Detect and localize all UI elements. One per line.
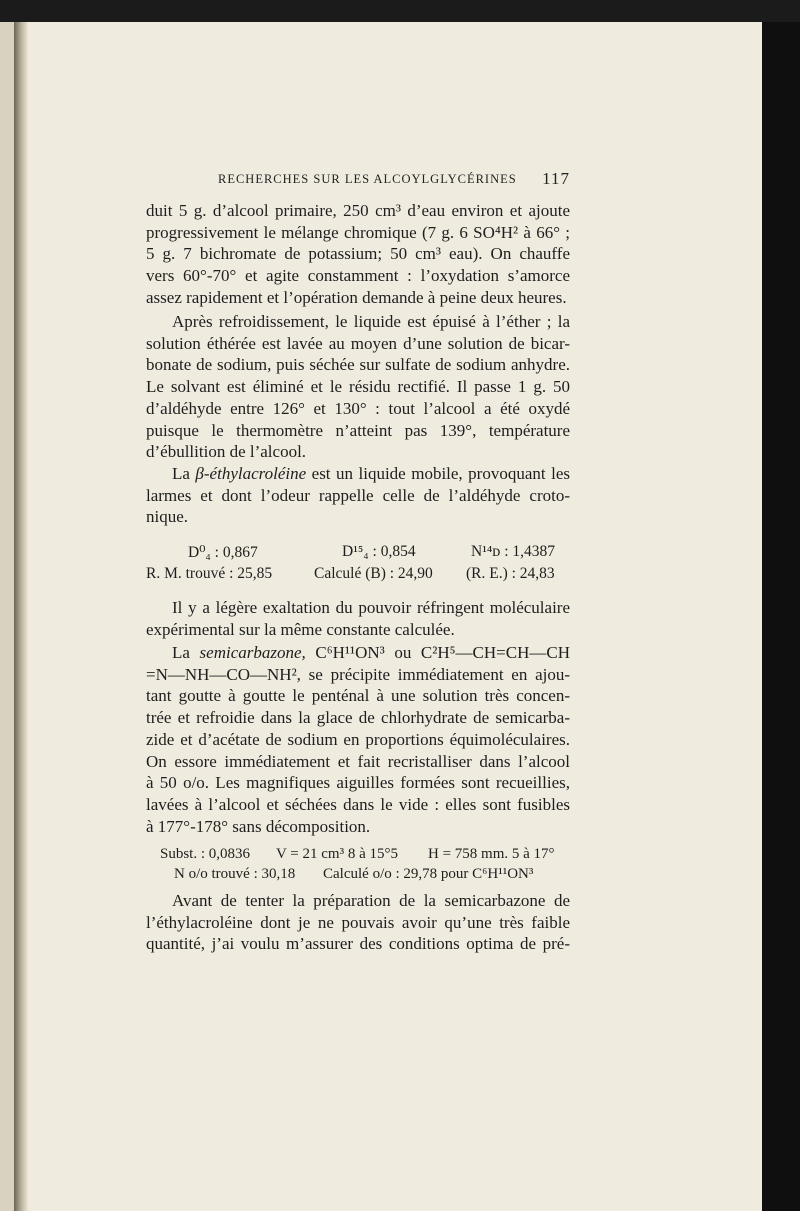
text-line: d’ébullition de l’alcool. [146,442,307,462]
text-line: quantité, j’ai voulu m’assurer des conditions optima de pré- [146,934,570,954]
refractive-index: N¹⁴ᴅ : 1,4387 [471,543,556,560]
text-line: à 50 o/o. Les magnifiques aiguilles formées sont recueillies, [146,773,570,793]
text-line: d’aldéhyde entre 126° et 130° : tout l’alcool a été oxydé [146,398,570,418]
text-line: vers 60°-70° et agite constamment : l’oxydation s’amorce [146,266,570,286]
analysis-row [146,846,570,868]
text-run: La [172,464,196,483]
facing-page-edge [0,22,14,1211]
text-line: à 177°-178° sans décomposition. [146,816,371,836]
text-line: assez rapidement et l’opération demande à peine deux heures. [146,287,567,307]
molar-refraction-found: R. M. trouvé : 25,85 [146,565,273,582]
text-line: Il y a légère exaltation du pouvoir réfringent moléculaire [172,598,570,617]
text-line: On essore immédiatement et fait recristalliser dans l’alcool [146,751,570,771]
constants-row [146,543,570,565]
compound-name: semicarbazone, [199,643,306,662]
compound-name: β-éthylacroléine [195,464,307,483]
text-line: Le solvant est éliminé et le résidu rectifié. Il passe 1 g. 50 [146,377,570,397]
text-run: est un liquide mobile, provoquant les [306,464,570,483]
text-line: larmes et dont l’odeur rappelle celle de l’aldéhyde croto- [146,485,570,505]
running-title: RECHERCHES SUR LES ALCOYLGLYCÉRINES [218,172,517,186]
text-line: duit 5 g. d’alcool primaire, 250 cm³ d’eau environ et ajoute [146,201,570,220]
text-line: trée et refroidie dans la glace de chlorhydrate de semicarba- [146,708,570,728]
text-line [146,642,570,664]
text-line: 5 g. 7 bichromate de potassium; 50 cm³ eau). On chauffe [146,244,570,264]
text-line: zide et d’acétate de sodium en proportions équimoléculaires. [146,729,570,749]
scan-background [762,22,800,1211]
paragraph-ethylacrolein [146,463,570,528]
text-line: puisque le thermomètre n’atteint pas 139°, température [146,420,570,440]
paragraph-workup [146,311,570,463]
text-line: solution éthérée est lavée au moyen d’une solution de bicar- [146,333,570,353]
paragraph-preparation [146,890,570,955]
nitrogen-found: N o/o trouvé : 30,18 [174,866,296,882]
molar-refraction-calc: Calculé (B) : 24,90 [314,565,433,582]
running-header [218,170,570,190]
text-line: progressivement le mélange chromique (7 g. 6 SO⁴H² à 66° ; [146,222,570,242]
nitrogen-calc: Calculé o/o : 29,78 pour C⁶H¹¹ON³ [323,866,534,882]
paragraph-oxidation [146,200,570,309]
constants-row [146,565,570,587]
paragraph-semicarbazone [146,642,570,837]
text-line: Après refroidissement, le liquide est épuisé à l’éther ; la [172,312,570,331]
page-number: 117 [542,169,570,188]
text-run: La [172,643,200,662]
density-15: D¹⁵₄ : 0,854 [342,543,416,560]
text-line: nique. [146,507,189,527]
book-gutter [14,22,28,1211]
text-line: expérimental sur la même constante calculée. [146,619,455,639]
analysis-row [146,866,570,888]
text-run: C⁶H¹¹ON³ ou C²H⁵—CH=CH—CH [305,643,570,662]
text-line: lavées à l’alcool et séchées dans le vide : elles sont fusibles [146,794,570,814]
text-line: l’éthylacroléine dont je ne pouvais avoir qu’une très faible [146,912,570,932]
density-0: D⁰₄ : 0,867 [188,544,258,561]
text-line: =N—NH—CO—NH², se précipite immédiatement en ajou- [146,664,570,684]
pressure: H = 758 mm. 5 à 17° [428,846,555,862]
refraction-exaltation: (R. E.) : 24,83 [466,565,555,582]
gas-volume: V = 21 cm³ 8 à 15°5 [276,846,398,862]
text-line: Avant de tenter la préparation de la semicarbazone de [172,891,570,910]
paragraph-exaltation [146,597,570,640]
text-line [146,463,570,485]
text-line: bonate de sodium, puis séchée sur sulfate de sodium anhydre. [146,355,570,375]
text-line: tant goutte à goutte le penténal à une solution très concen- [146,686,570,706]
sample-mass: Subst. : 0,0836 [160,846,251,862]
